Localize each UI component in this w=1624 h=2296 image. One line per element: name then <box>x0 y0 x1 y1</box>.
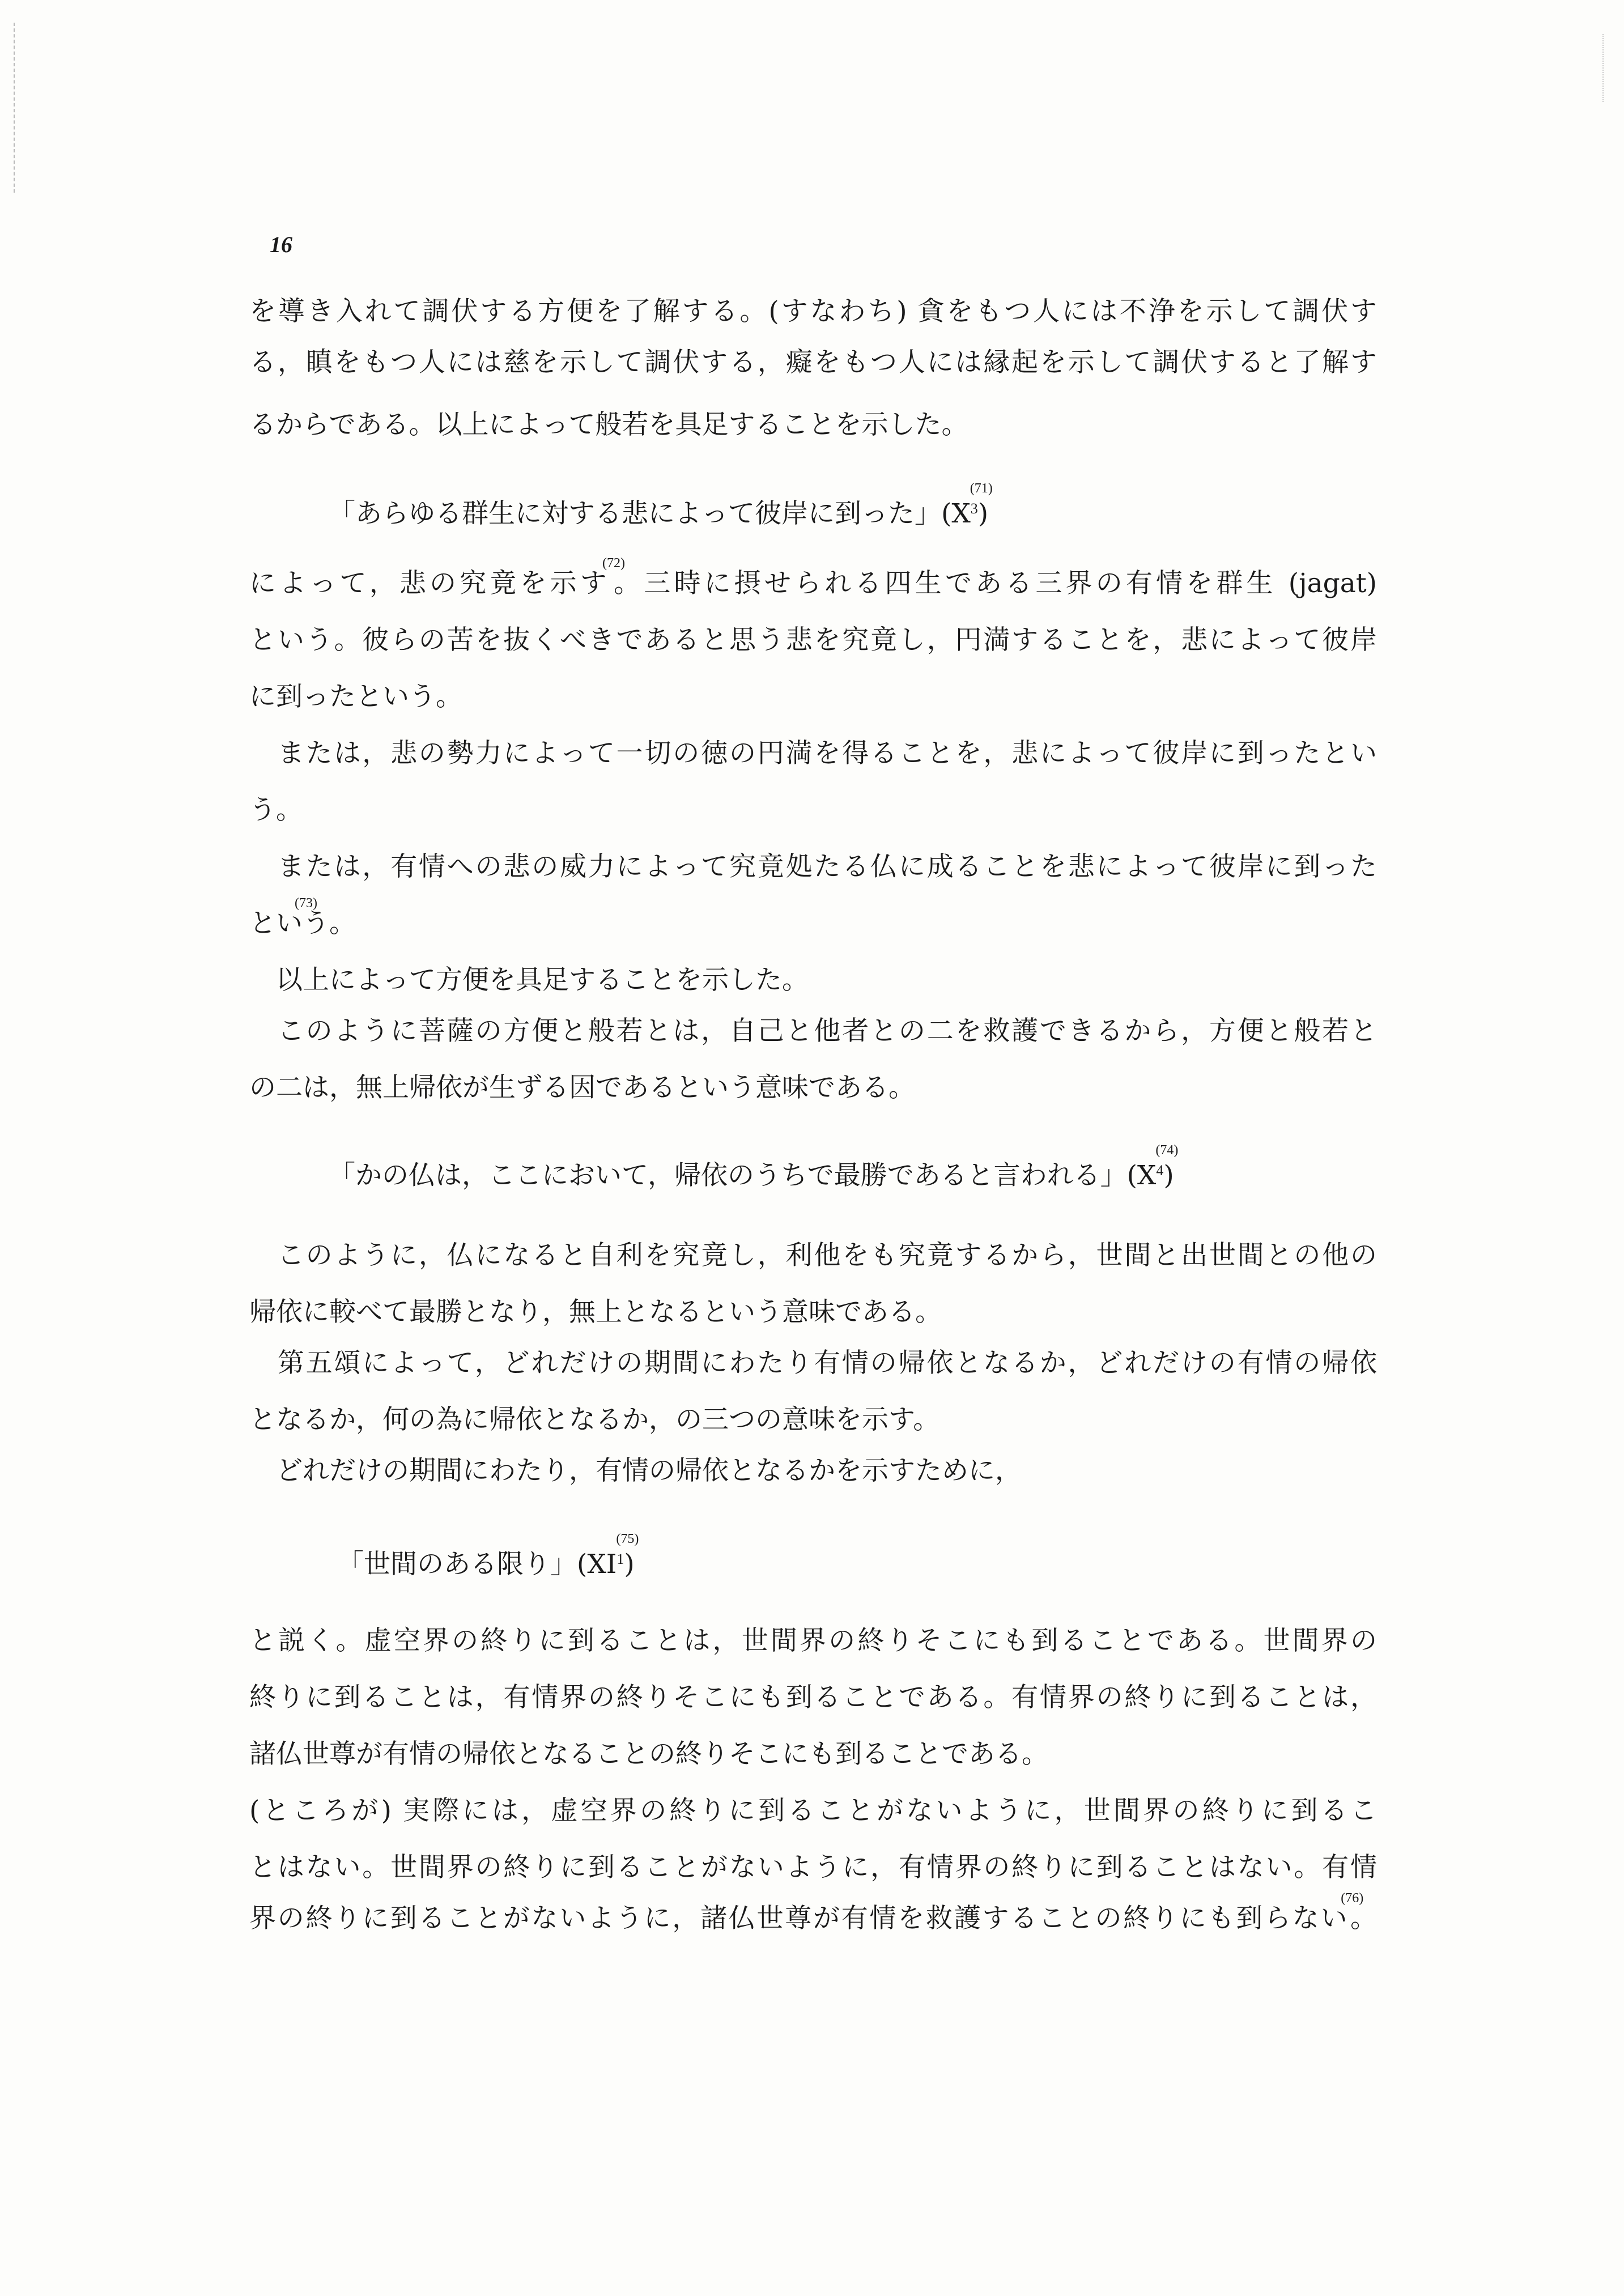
text-line: 以上によって方便を具足することを示した。 <box>249 964 809 996</box>
verse-number: 3 <box>970 500 978 517</box>
text-line: このように，仏になると自利を究竟し，利他をも究竟するから，世間と出世間との他の <box>249 1240 1377 1271</box>
text-line: 第五頌によって，どれだけの期間にわたり有情の帰依となるか，どれだけの有情の帰依 <box>249 1347 1377 1379</box>
verse-quote-line: 「かの仏は，ここにおいて，帰依のうちで最勝であると言われる」($X^4$ (74) ) <box>329 1143 1179 1191</box>
text-line: どれだけの期間にわたり，有情の帰依となるかを示すために， <box>249 1455 1022 1486</box>
text-line: るからである。以上によって般若を具足することを示した。 <box>249 409 968 440</box>
text-line: このように菩薩の方便と般若とは，自己と他者との二を救護できるから，方便と般若と <box>249 1015 1377 1047</box>
text-line: 諸仏世尊が有情の帰依となることの終りそこにも到ることである。 <box>249 1738 1048 1770</box>
verse-number: 1 <box>617 1551 624 1567</box>
text-line: の二は，無上帰依が生ずる因であるという意味である。 <box>249 1072 915 1103</box>
verse-number: 4 <box>1156 1162 1164 1179</box>
text-line: る，瞋をもつ人には慈を示して調伏する，癡をもつ人には縁起を示して調伏すると了解す <box>249 347 1377 378</box>
text-line: 界の終りに到ることがないように，諸仏世尊が有情を救護することの終りにも到らない (76) 。 <box>249 1891 1377 1934</box>
text-line: に到ったという。 <box>249 681 462 712</box>
scan-margin-mark-right <box>1602 34 1605 102</box>
verse-quote-line: 「あらゆる群生に対する悲によって彼岸に到った」($X^3$ (71) ) <box>329 481 993 529</box>
scan-margin-mark <box>14 23 16 193</box>
text-line: または，有情への悲の威力によって究竟処たる仏に成ることを悲によって彼岸に到った <box>249 851 1377 882</box>
text-line: (ところが) 実際には，虚空界の終りに到ることがないように，世間界の終りに到るこ <box>249 1795 1377 1826</box>
text-line: 帰依に較べて最勝となり，無上となるという意味である。 <box>249 1296 942 1328</box>
text-line: によって，悲の究竟を示す (72) 。三時に摂せられる四生である三界の有情を群生 (jagat) <box>249 556 1378 599</box>
text-line: とい (73) う。 <box>249 896 356 939</box>
verse-quote-line: 「世間のある限り」($XI^1$ (75) ) <box>337 1532 639 1580</box>
text-line: となるか，何の為に帰依となるか，の三つの意味を示す。 <box>249 1404 940 1435</box>
text-line: または，悲の勢力によって一切の徳の円満を得ることを，悲によって彼岸に到ったとい <box>249 738 1377 769</box>
text-line: う。 <box>249 794 303 826</box>
page-number: 16 <box>270 232 292 257</box>
text-line: と説く。虚空界の終りに到ることは，世間界の終りそこにも到ることである。世間界の <box>249 1625 1377 1656</box>
text-line: という。彼らの苦を抜くべきであると思う悲を究竟し，円満することを，悲によって彼岸 <box>249 624 1377 656</box>
text-line: 終りに到ることは，有情界の終りそこにも到ることである。有情界の終りに到ることは， <box>249 1682 1377 1713</box>
text-line: とはない。世間界の終りに到ることがないように，有情界の終りに到ることはない。有情 <box>249 1852 1377 1883</box>
text-line: を導き入れて調伏する方便を了解する。(すなわち) 貪をもつ人には不浄を示して調伏す <box>249 296 1377 327</box>
